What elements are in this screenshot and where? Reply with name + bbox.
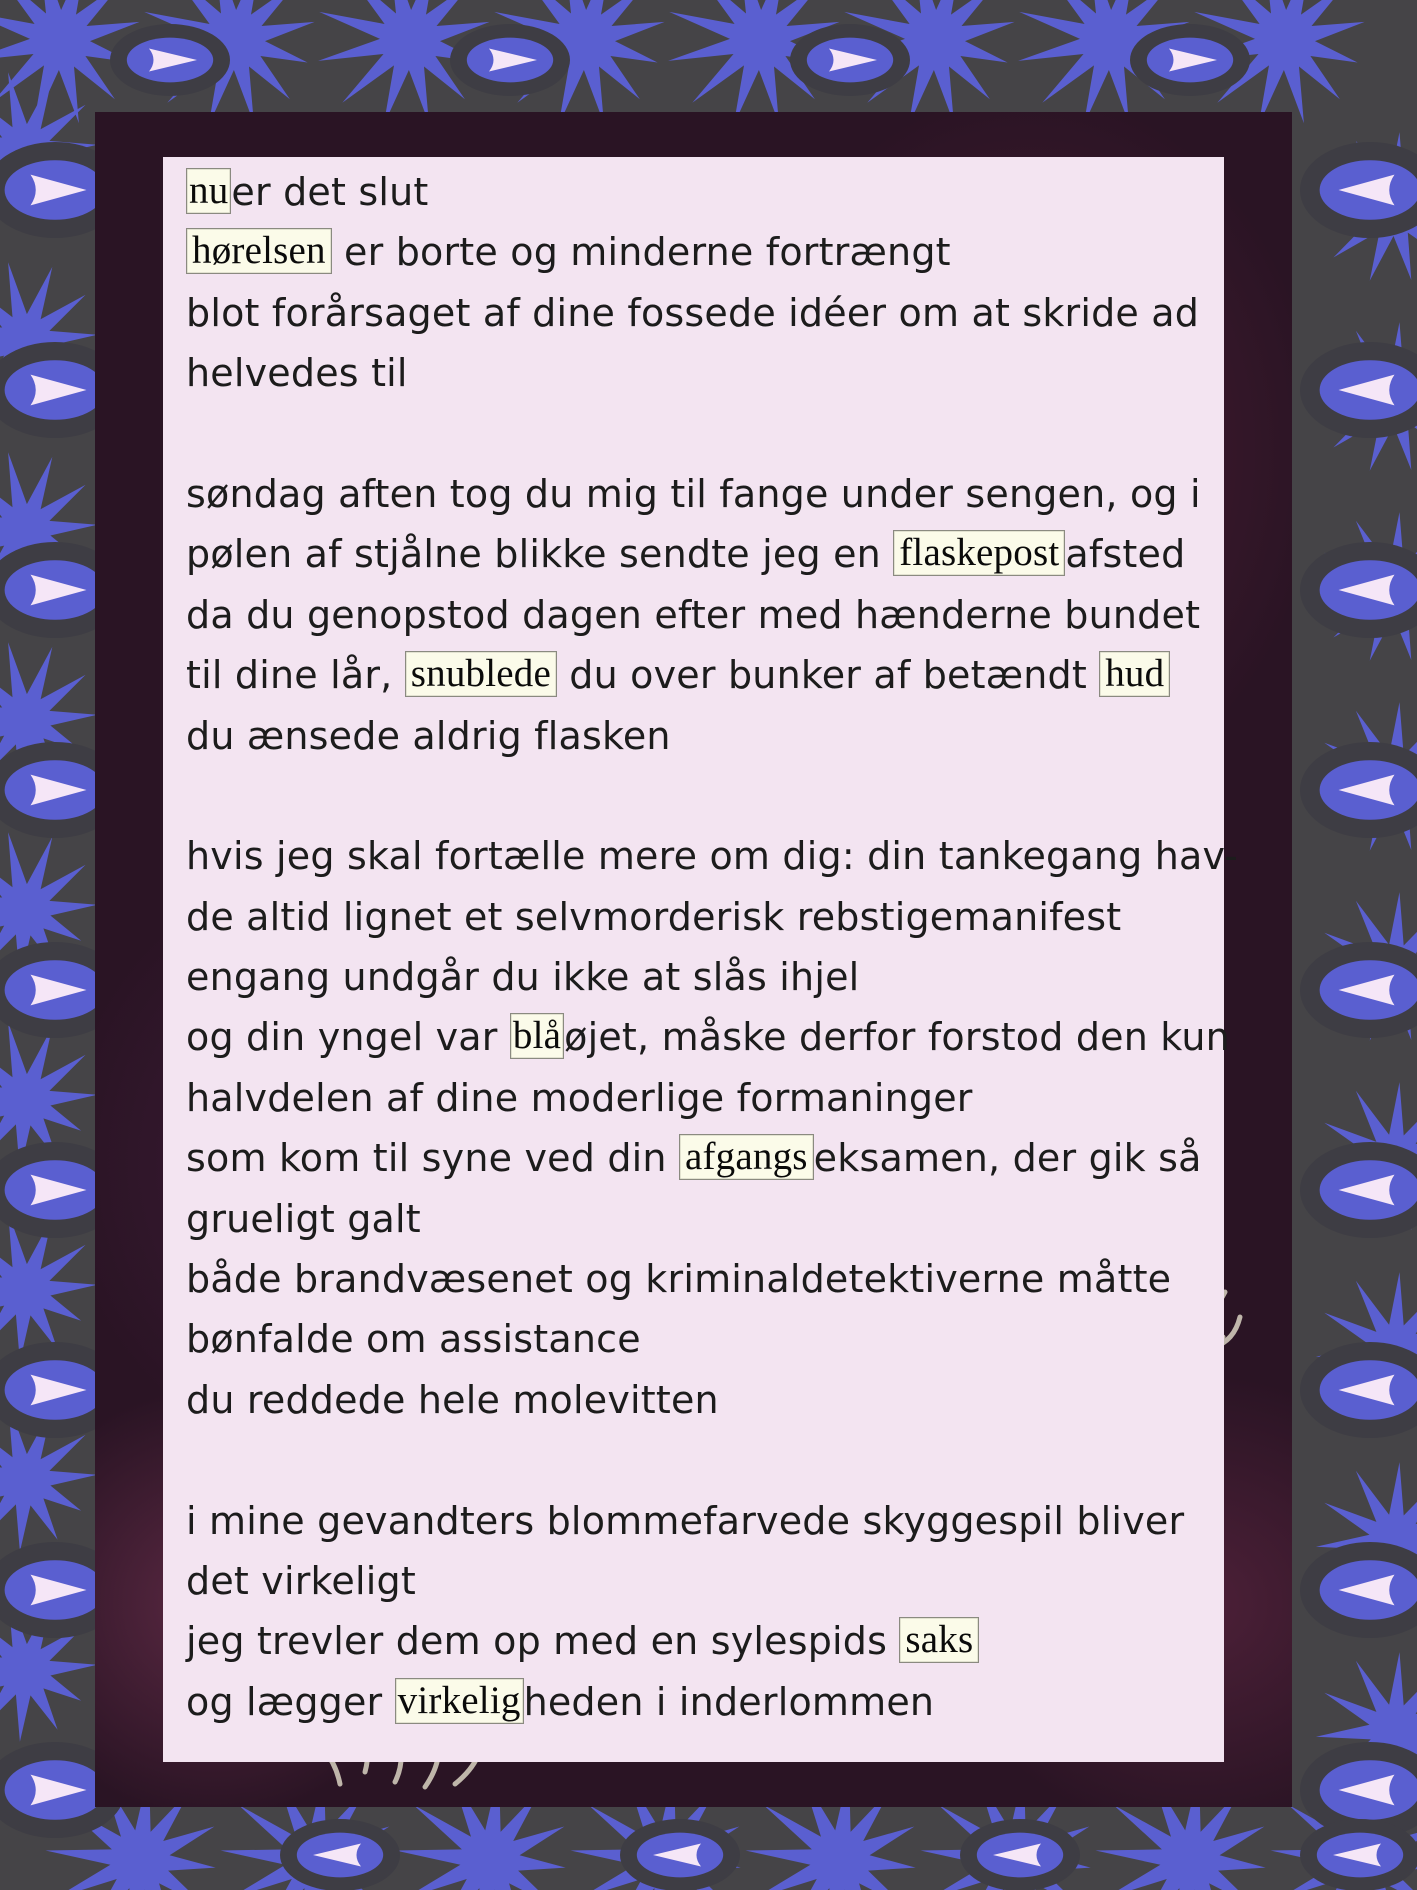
poem-text: halvdelen af dine moderlige formaninger	[186, 1075, 973, 1120]
poem-line	[186, 826, 1239, 886]
poem-line	[186, 1189, 1226, 1249]
poem-line	[186, 1068, 1226, 1128]
poem-text: som kom til syne ved din	[186, 1136, 679, 1181]
collage-word-box: nu	[186, 168, 231, 214]
poem-line	[186, 1309, 1226, 1369]
poem-text: afsted	[1065, 532, 1186, 577]
poem-text: eksamen, der gik så	[813, 1136, 1202, 1181]
poem-text: søndag aften tog du mig til fange under sengen, og i	[186, 471, 1201, 516]
poem-line	[186, 1551, 1226, 1611]
poem-line	[186, 645, 1226, 705]
collage-word-box: hørelsen	[186, 228, 332, 274]
poem-text: blot forårsaget af dine fossede idéer om at skride ad	[186, 290, 1200, 335]
poem-line	[186, 706, 1226, 766]
poem	[186, 162, 1239, 1732]
poem-line	[186, 947, 1226, 1007]
poem-line	[186, 524, 1226, 584]
eye-motif	[280, 1819, 400, 1890]
poem-line	[186, 1491, 1226, 1551]
eye-motif	[1130, 24, 1250, 96]
poem-line	[186, 887, 1226, 947]
eye-motif	[450, 24, 570, 96]
poem-line	[186, 1611, 1226, 1671]
poem-line	[186, 1007, 1230, 1067]
collage-word-box: virkelig	[395, 1678, 524, 1724]
poem-text: og lægger	[186, 1679, 395, 1724]
poem-line	[186, 585, 1226, 645]
poem-text: grueligt galt	[186, 1196, 421, 1241]
poem-text: jeg trevler dem op med en sylespids	[186, 1619, 900, 1664]
collage-word-box: saks	[899, 1617, 979, 1663]
poem-text: bønfalde om assistance	[186, 1317, 641, 1362]
poem-text: og din yngel var	[186, 1015, 510, 1060]
poem-line	[186, 343, 1226, 403]
poem-text: det virkeligt	[186, 1558, 416, 1603]
poem-line	[186, 1128, 1226, 1188]
poem-line	[186, 1672, 1226, 1732]
stanza-break	[186, 1430, 1226, 1490]
poem-text: de altid lignet et selvmorderisk rebstigemanifest	[186, 894, 1122, 939]
collage-word-box: flaskepost	[893, 530, 1065, 576]
poem-text: er borte og minderne fortrængt	[331, 230, 951, 275]
stanza-break	[186, 404, 1226, 464]
eye-motif	[960, 1819, 1080, 1890]
poem-text: til dine lår,	[186, 653, 405, 698]
poem-text: da du genopstod dagen efter med hænderne bundet	[186, 592, 1201, 637]
collage-word-box: blå	[510, 1013, 564, 1059]
collage-word-box: hud	[1099, 651, 1170, 697]
poem-text: engang undgår du ikke at slås ihjel	[186, 955, 860, 1000]
eye-motif	[620, 1819, 740, 1890]
poem-line	[186, 162, 1226, 222]
poem-text: er det slut	[231, 170, 429, 214]
poem-text: pølen af stjålne blikke sendte jeg en	[186, 532, 894, 577]
eye-motif	[790, 24, 910, 96]
poem-line	[186, 222, 1226, 282]
poem-text: du over bunker af betændt	[556, 653, 1100, 698]
poem-line	[186, 1249, 1226, 1309]
poem-text: øjet, måske derfor forstod den kun	[564, 1015, 1230, 1060]
stanza-break	[186, 766, 1226, 826]
poem-line	[186, 283, 1226, 343]
poem-line	[186, 1370, 1226, 1430]
collage-word-box: snublede	[405, 651, 557, 697]
poem-line	[186, 464, 1226, 524]
collage-word-box: afgangs	[679, 1134, 814, 1180]
poem-text: helvedes til	[186, 351, 408, 396]
poem-text: både brandvæsenet og kriminaldetektiverne måtte	[186, 1257, 1172, 1302]
poem-text: du reddede hele molevitten	[186, 1377, 719, 1422]
poem-text: i mine gevandters blommefarvede skyggespil bliver	[186, 1498, 1185, 1543]
poem-text: hvis jeg skal fortælle mere om dig: din tankegang hav-	[186, 834, 1239, 879]
eye-motif	[110, 24, 230, 96]
poem-text: heden i inderlommen	[523, 1679, 935, 1724]
poem-text: du ænsede aldrig flasken	[186, 713, 671, 758]
eye-motif	[1300, 1819, 1417, 1890]
